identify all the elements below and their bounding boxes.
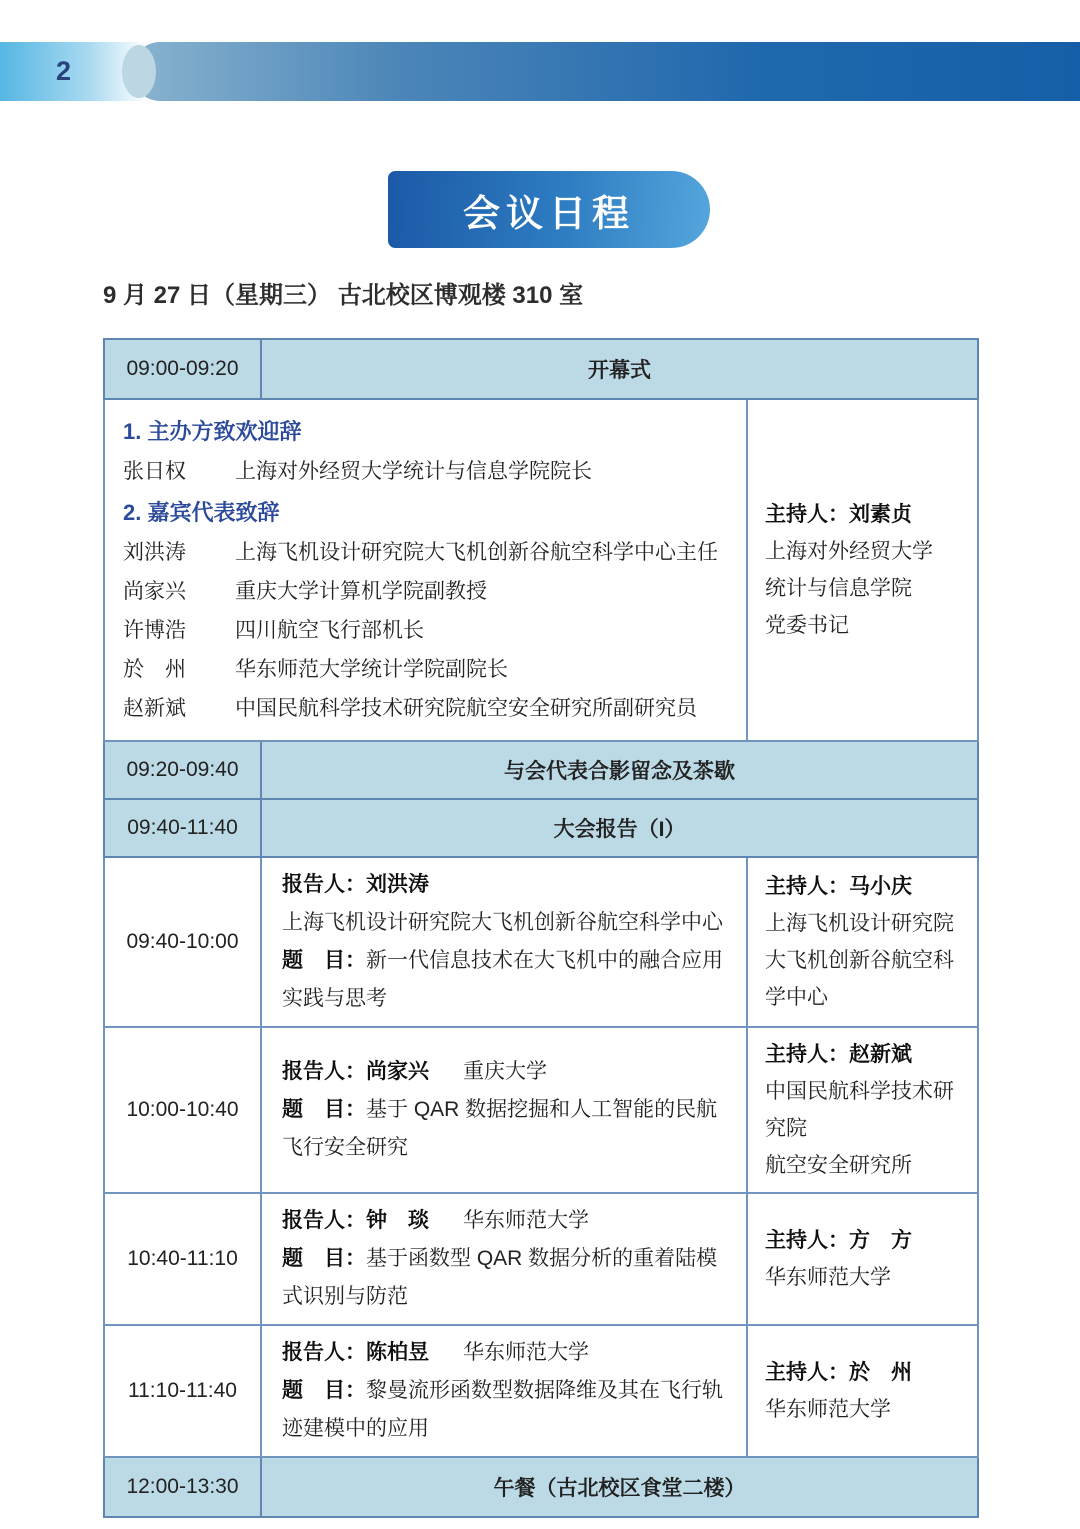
top-bar bbox=[0, 42, 1080, 101]
person-title: 华东师范大学统计学院副院长 bbox=[235, 658, 508, 681]
person-title: 重庆大学计算机学院副教授 bbox=[235, 580, 487, 603]
topic-line bbox=[282, 1091, 728, 1167]
speaker-affiliation: 华东师范大学 bbox=[463, 1209, 589, 1232]
person-name: 刘洪涛 bbox=[123, 541, 186, 564]
speaker-affiliation: 华东师范大学 bbox=[463, 1341, 589, 1364]
time-label: 09:20-09:40 bbox=[104, 741, 261, 799]
speaker-label: 报告人：刘洪涛 bbox=[282, 873, 429, 896]
person-name: 尚家兴 bbox=[123, 580, 186, 603]
person-line bbox=[123, 611, 726, 650]
topic-text: 新一代信息技术在大飞机中的融合应用实践与思考 bbox=[282, 949, 723, 1010]
topic-text: 黎曼流形函数型数据降维及其在飞行轨迹建模中的应用 bbox=[282, 1379, 723, 1440]
time-label: 10:00-10:40 bbox=[104, 1027, 261, 1193]
host-affiliation: 航空安全研究所 bbox=[765, 1154, 912, 1177]
host-label: 主持人：於 州 bbox=[765, 1361, 912, 1384]
schedule-row-talk bbox=[104, 857, 978, 1027]
host-cell bbox=[747, 399, 978, 741]
person-line bbox=[123, 572, 726, 611]
time-label: 09:40-11:40 bbox=[104, 799, 261, 857]
schedule-row-tea-break bbox=[104, 741, 978, 799]
time-label: 09:40-10:00 bbox=[104, 857, 261, 1027]
speaker-affiliation: 重庆大学 bbox=[463, 1060, 547, 1083]
talk-cell bbox=[261, 857, 747, 1027]
host-cell bbox=[747, 1027, 978, 1193]
person-title: 中国民航科学技术研究院航空安全研究所副研究员 bbox=[235, 697, 697, 720]
person-line bbox=[123, 689, 726, 728]
opening-block bbox=[123, 493, 726, 728]
schedule-row-talk bbox=[104, 1193, 978, 1325]
speaker-line bbox=[282, 1053, 728, 1091]
topic-label: 题 目： bbox=[282, 949, 366, 972]
date-heading: 9 月 27 日（星期三） 古北校区博观楼 310 室 bbox=[103, 282, 584, 309]
topic-line bbox=[282, 942, 728, 1018]
person-title: 四川航空飞行部机长 bbox=[235, 619, 424, 642]
time-label: 11:10-11:40 bbox=[104, 1325, 261, 1457]
host-affiliation: 华东师范大学 bbox=[765, 1266, 891, 1289]
host-affiliation: 上海对外经贸大学 bbox=[765, 540, 933, 563]
speaker-label: 报告人：钟 琰 bbox=[282, 1209, 429, 1232]
page-number: 2 bbox=[56, 56, 72, 86]
host-affiliation: 华东师范大学 bbox=[765, 1398, 891, 1421]
schedule-table bbox=[103, 338, 979, 1518]
person-line bbox=[123, 452, 726, 491]
topic-line bbox=[282, 1372, 728, 1448]
section-title: 大会报告（I） bbox=[261, 799, 978, 857]
talk-cell bbox=[261, 1325, 747, 1457]
host-affiliation: 中国民航科学技术研究院 bbox=[765, 1080, 954, 1140]
schedule-row-speeches bbox=[104, 399, 978, 741]
host-cell bbox=[747, 1193, 978, 1325]
person-line bbox=[123, 650, 726, 689]
person-title: 上海对外经贸大学统计与信息学院院长 bbox=[235, 460, 592, 483]
section-title: 开幕式 bbox=[261, 339, 978, 399]
host-affiliation: 上海飞机设计研究院大飞机创新谷航空科学中心 bbox=[765, 912, 954, 1009]
schedule-row-talk bbox=[104, 1325, 978, 1457]
speeches-cell bbox=[104, 399, 747, 741]
host-label: 主持人：赵新斌 bbox=[765, 1043, 912, 1066]
host-label: 主持人：马小庆 bbox=[765, 875, 912, 898]
time-label: 12:00-13:30 bbox=[104, 1457, 261, 1517]
speaker-line bbox=[282, 1202, 728, 1240]
talk-cell bbox=[261, 1027, 747, 1193]
person-name: 於 州 bbox=[123, 658, 186, 681]
time-label: 09:00-09:20 bbox=[104, 339, 261, 399]
opening-block bbox=[123, 412, 726, 491]
host-cell bbox=[747, 1325, 978, 1457]
host-label: 主持人：方 方 bbox=[765, 1229, 912, 1252]
opening-heading: 2. 嘉宾代表致辞 bbox=[123, 500, 280, 525]
agenda-banner-title: 会议日程 bbox=[463, 192, 635, 234]
agenda-banner bbox=[388, 171, 710, 248]
schedule-row-plenary-1 bbox=[104, 799, 978, 857]
person-name: 许博浩 bbox=[123, 619, 186, 642]
topic-text: 基于 QAR 数据挖掘和人工智能的民航飞行安全研究 bbox=[282, 1098, 718, 1159]
opening-heading: 1. 主办方致欢迎辞 bbox=[123, 419, 302, 444]
host-cell bbox=[747, 857, 978, 1027]
person-name: 张日权 bbox=[123, 460, 186, 483]
section-title: 午餐（古北校区食堂二楼） bbox=[261, 1457, 978, 1517]
schedule-row-opening-ceremony bbox=[104, 339, 978, 399]
speaker-label: 报告人：陈柏昱 bbox=[282, 1341, 429, 1364]
person-line bbox=[123, 533, 726, 572]
time-label: 10:40-11:10 bbox=[104, 1193, 261, 1325]
topic-line bbox=[282, 1240, 728, 1316]
schedule-row-lunch bbox=[104, 1457, 978, 1517]
host-affiliation: 统计与信息学院 bbox=[765, 577, 912, 600]
topic-label: 题 目： bbox=[282, 1247, 366, 1270]
speaker-affiliation: 上海飞机设计研究院大飞机创新谷航空科学中心 bbox=[282, 911, 723, 934]
speaker-label: 报告人：尚家兴 bbox=[282, 1060, 429, 1083]
speaker-line bbox=[282, 866, 728, 904]
top-bar-ellipse-accent bbox=[122, 45, 156, 98]
person-title: 上海飞机设计研究院大飞机创新谷航空科学中心主任 bbox=[235, 541, 718, 564]
topic-text: 基于函数型 QAR 数据分析的重着陆模式识别与防范 bbox=[282, 1247, 718, 1308]
host-affiliation: 党委书记 bbox=[765, 614, 849, 637]
schedule-row-talk bbox=[104, 1027, 978, 1193]
host-label: 主持人：刘素贞 bbox=[765, 503, 912, 526]
section-title: 与会代表合影留念及茶歇 bbox=[261, 741, 978, 799]
talk-cell bbox=[261, 1193, 747, 1325]
speaker-line bbox=[282, 1334, 728, 1372]
topic-label: 题 目： bbox=[282, 1098, 366, 1121]
top-bar-blue-band bbox=[131, 42, 1080, 101]
person-name: 赵新斌 bbox=[123, 697, 186, 720]
topic-label: 题 目： bbox=[282, 1379, 366, 1402]
